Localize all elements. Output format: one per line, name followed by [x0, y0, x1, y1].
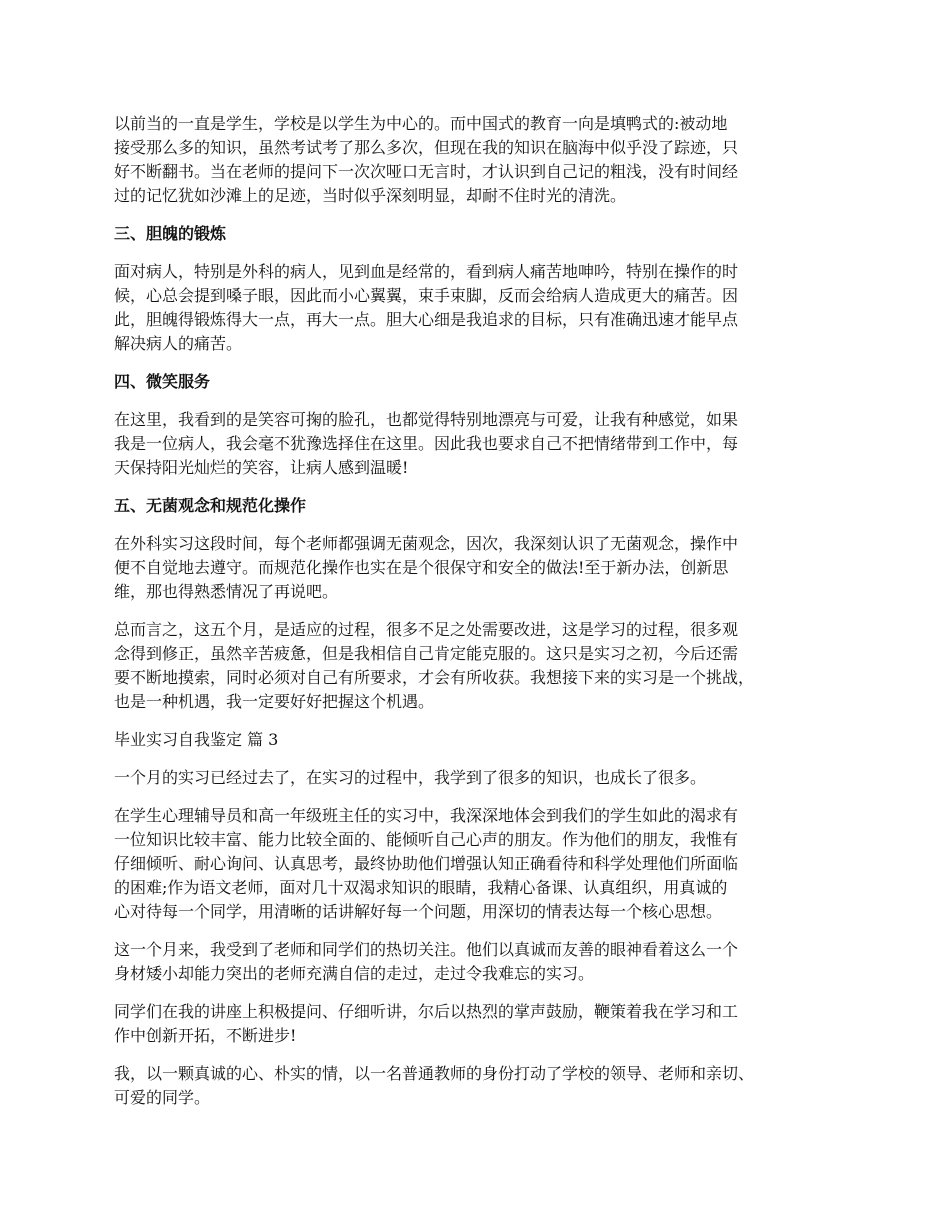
text-line: 解决病人的痛苦。	[114, 334, 243, 353]
text-line: 接受那么多的知识，虽然考试考了那么多次，但现在我的知识在脑海中似乎没了踪迹，只	[114, 138, 739, 157]
text-line: 此，胆魄得锻炼得大一点，再大一点。胆大心细是我追求的目标，只有准确迅速才能早点	[114, 310, 739, 329]
text-line: 同学们在我的讲座上积极提问、仔细听讲，尔后以热烈的掌声鼓励，鞭策着我在学习和工	[114, 1002, 739, 1021]
text-line: 这一个月来，我受到了老师和同学们的热切关注。他们以真诚而友善的眼神看着这么一个	[114, 940, 739, 959]
text-line: 我是一位病人，我会毫不犹豫选择住在这里。因此我也要求自己不把情绪带到工作中，每	[114, 434, 739, 453]
section-heading-sterile: 五、无菌观念和规范化操作	[114, 496, 307, 515]
paragraph-smile	[114, 408, 850, 480]
text-line: 的困难;作为语文老师，面对几十双渴求知识的眼睛，我精心备课、认真组织，用真诚的	[114, 878, 728, 897]
paragraph-intro: 一个月的实习已经过去了，在实习的过程中，我学到了很多的知识，也成长了很多。	[114, 768, 707, 787]
paragraph-counselor	[114, 804, 850, 924]
section-heading-courage: 三、胆魄的锻炼	[114, 224, 227, 243]
text-line: 作中创新开拓，不断进步!	[114, 1026, 297, 1045]
text-line: 以前当的一直是学生，学校是以学生为中心的。而中国式的教育一向是填鸭式的:被动地	[114, 114, 728, 133]
paragraph-attention	[114, 938, 850, 986]
text-line: 好不断翻书。当在老师的提问下一次次哑口无言时，才认识到自己记的粗浅，没有时间经	[114, 162, 739, 181]
document-body	[114, 112, 850, 1110]
paragraph-memory	[114, 112, 850, 208]
text-line: 仔细倾听、耐心询问、认真思考，最终协助他们增强认知正确看待和科学处理他们所面临	[114, 854, 739, 873]
text-line: 面对病人，特别是外科的病人，见到血是经常的，看到病人痛苦地呻吟，特别在操作的时	[114, 262, 739, 281]
text-line: 我，以一颗真诚的心、朴实的情，以一名普通教师的身份打动了学校的领导、老师和亲切、	[114, 1064, 755, 1083]
paragraph-courage	[114, 260, 850, 356]
text-line: 也是一种机遇，我一定要好好把握这个机遇。	[114, 692, 435, 711]
text-line: 要不断地摸索，同时必须对自己有所要求，才会有所收获。我想接下来的实习是一个挑战，	[114, 668, 755, 687]
text-line: 在这里，我看到的是笑容可掬的脸孔，也都觉得特别地漂亮与可爱，让我有种感觉，如果	[114, 410, 739, 429]
text-line: 心对待每一个同学，用清晰的话讲解好每一个问题，用深切的情表达每一个核心思想。	[114, 902, 723, 921]
paragraph-sterile	[114, 532, 850, 604]
paragraph-lecture	[114, 1000, 850, 1048]
article-title: 毕业实习自我鉴定 篇 3	[114, 730, 279, 749]
text-line: 在学生心理辅导员和高一年级班主任的实习中，我深深地体会到我们的学生如此的渴求有	[114, 806, 739, 825]
text-line: 过的记忆犹如沙滩上的足迹，当时似乎深刻明显，却耐不住时光的清洗。	[114, 186, 627, 205]
paragraph-closing	[114, 1062, 850, 1110]
text-line: 候，心总会提到嗓子眼，因此而小心翼翼，束手束脚，反而会给病人造成更大的痛苦。因	[114, 286, 739, 305]
text-line: 身材矮小却能力突出的老师充满自信的走过，走过令我难忘的实习。	[114, 964, 595, 983]
text-line: 可爱的同学。	[114, 1088, 211, 1107]
text-line: 在外科实习这段时间，每个老师都强调无菌观念，因次，我深刻认识了无菌观念，操作中	[114, 534, 739, 553]
text-line: 念得到修正，虽然辛苦疲惫，但是我相信自己肯定能克服的。这只是实习之初，今后还需	[114, 644, 739, 663]
text-line: 总而言之，这五个月，是适应的过程，很多不足之处需要改进，这是学习的过程，很多观	[114, 620, 739, 639]
text-line: 天保持阳光灿烂的笑容，让病人感到温暖!	[114, 458, 409, 477]
text-line: 一位知识比较丰富、能力比较全面的、能倾听自己心声的朋友。作为他们的朋友，我惟有	[114, 830, 739, 849]
paragraph-summary	[114, 618, 850, 714]
text-line: 便不自觉地去遵守。而规范化操作也实在是个很保守和安全的做法!至于新办法，创新思	[114, 558, 729, 577]
section-heading-smile: 四、微笑服务	[114, 372, 211, 391]
text-line: 维，那也得熟悉情况了再说吧。	[114, 582, 339, 601]
